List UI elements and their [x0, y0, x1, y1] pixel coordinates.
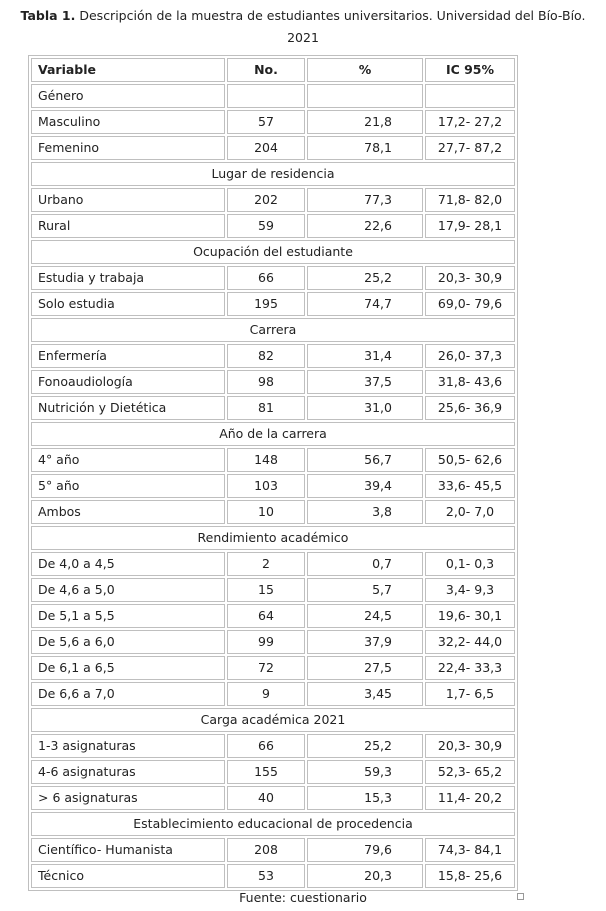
- table-row: [31, 370, 515, 394]
- cell-percent: 31,4: [307, 344, 423, 368]
- cell-variable: Femenino: [31, 136, 225, 160]
- cell-variable: 4-6 asignaturas: [31, 760, 225, 784]
- cell-count: 202: [227, 188, 305, 212]
- section-label: Establecimiento educacional de procedencia: [31, 812, 515, 836]
- cell-ci: 22,4- 33,3: [425, 656, 515, 680]
- cell-count: 81: [227, 396, 305, 420]
- section-row: [31, 708, 515, 732]
- cell-variable: Solo estudia: [31, 292, 225, 316]
- empty-cell: [227, 84, 305, 108]
- table-row: [31, 136, 515, 160]
- cell-percent: 77,3: [307, 188, 423, 212]
- cell-count: 40: [227, 786, 305, 810]
- cell-variable: Científico- Humanista: [31, 838, 225, 862]
- table-row: [31, 630, 515, 654]
- cell-percent: 59,3: [307, 760, 423, 784]
- section-row: [31, 162, 515, 186]
- table-row: [31, 734, 515, 758]
- cell-variable: De 5,6 a 6,0: [31, 630, 225, 654]
- section-label: Lugar de residencia: [31, 162, 515, 186]
- table-row: [31, 214, 515, 238]
- cell-variable: Estudia y trabaja: [31, 266, 225, 290]
- table-row: [31, 396, 515, 420]
- table-row: [31, 344, 515, 368]
- table-body: [31, 84, 515, 888]
- cell-percent: 0,7: [307, 552, 423, 576]
- table-source: Fuente: cuestionario: [239, 890, 367, 905]
- section-label: Ocupación del estudiante: [31, 240, 515, 264]
- caption-label: Tabla 1.: [20, 8, 76, 23]
- table-row: [31, 578, 515, 602]
- cell-percent: 25,2: [307, 734, 423, 758]
- cell-percent: 20,3: [307, 864, 423, 888]
- cell-percent: 27,5: [307, 656, 423, 680]
- resize-handle: [517, 893, 524, 900]
- sample-description-table: [28, 55, 518, 891]
- table-row: [31, 448, 515, 472]
- table-row: [31, 292, 515, 316]
- cell-variable: De 6,6 a 7,0: [31, 682, 225, 706]
- cell-ci: 27,7- 87,2: [425, 136, 515, 160]
- cell-count: 9: [227, 682, 305, 706]
- cell-variable: De 4,0 a 4,5: [31, 552, 225, 576]
- cell-ci: 74,3- 84,1: [425, 838, 515, 862]
- empty-cell: [425, 84, 515, 108]
- cell-variable: Urbano: [31, 188, 225, 212]
- cell-variable: > 6 asignaturas: [31, 786, 225, 810]
- cell-count: 15: [227, 578, 305, 602]
- cell-count: 64: [227, 604, 305, 628]
- cell-ci: 20,3- 30,9: [425, 734, 515, 758]
- table-caption: [0, 5, 606, 49]
- cell-count: 204: [227, 136, 305, 160]
- cell-count: 82: [227, 344, 305, 368]
- cell-ci: 26,0- 37,3: [425, 344, 515, 368]
- cell-ci: 52,3- 65,2: [425, 760, 515, 784]
- cell-variable: Nutrición y Dietética: [31, 396, 225, 420]
- table-row: [31, 266, 515, 290]
- cell-percent: 21,8: [307, 110, 423, 134]
- cell-ci: 33,6- 45,5: [425, 474, 515, 498]
- table-row: [31, 760, 515, 784]
- cell-count: 53: [227, 864, 305, 888]
- caption-year: 2021: [287, 30, 319, 45]
- empty-cell: [307, 84, 423, 108]
- cell-percent: 78,1: [307, 136, 423, 160]
- cell-variable: 5° año: [31, 474, 225, 498]
- cell-ci: 17,9- 28,1: [425, 214, 515, 238]
- cell-count: 72: [227, 656, 305, 680]
- section-row: [31, 240, 515, 264]
- cell-percent: 31,0: [307, 396, 423, 420]
- cell-ci: 32,2- 44,0: [425, 630, 515, 654]
- cell-count: 2: [227, 552, 305, 576]
- section-label: Género: [31, 84, 225, 108]
- cell-count: 66: [227, 734, 305, 758]
- cell-percent: 56,7: [307, 448, 423, 472]
- table-row: [31, 110, 515, 134]
- cell-percent: 25,2: [307, 266, 423, 290]
- cell-count: 195: [227, 292, 305, 316]
- cell-ci: 25,6- 36,9: [425, 396, 515, 420]
- cell-count: 98: [227, 370, 305, 394]
- table-row: [31, 552, 515, 576]
- cell-ci: 19,6- 30,1: [425, 604, 515, 628]
- cell-count: 66: [227, 266, 305, 290]
- cell-ci: 20,3- 30,9: [425, 266, 515, 290]
- header-row: [31, 58, 515, 82]
- cell-ci: 69,0- 79,6: [425, 292, 515, 316]
- table-row: [31, 474, 515, 498]
- cell-count: 103: [227, 474, 305, 498]
- cell-percent: 37,9: [307, 630, 423, 654]
- cell-variable: Enfermería: [31, 344, 225, 368]
- cell-count: 59: [227, 214, 305, 238]
- cell-percent: 39,4: [307, 474, 423, 498]
- table-row: [31, 188, 515, 212]
- section-label: Carrera: [31, 318, 515, 342]
- header-percent: %: [307, 58, 423, 82]
- cell-count: 57: [227, 110, 305, 134]
- cell-percent: 74,7: [307, 292, 423, 316]
- cell-variable: De 6,1 a 6,5: [31, 656, 225, 680]
- cell-percent: 37,5: [307, 370, 423, 394]
- cell-percent: 79,6: [307, 838, 423, 862]
- section-label: Año de la carrera: [31, 422, 515, 446]
- cell-count: 99: [227, 630, 305, 654]
- header-count: No.: [227, 58, 305, 82]
- section-row: [31, 812, 515, 836]
- cell-percent: 24,5: [307, 604, 423, 628]
- cell-variable: Rural: [31, 214, 225, 238]
- cell-ci: 11,4- 20,2: [425, 786, 515, 810]
- cell-variable: De 4,6 a 5,0: [31, 578, 225, 602]
- header-variable: Variable: [31, 58, 225, 82]
- cell-ci: 71,8- 82,0: [425, 188, 515, 212]
- cell-ci: 0,1- 0,3: [425, 552, 515, 576]
- section-row: [31, 318, 515, 342]
- section-row: [31, 84, 515, 108]
- cell-count: 155: [227, 760, 305, 784]
- cell-percent: 22,6: [307, 214, 423, 238]
- cell-ci: 17,2- 27,2: [425, 110, 515, 134]
- table-row: [31, 682, 515, 706]
- cell-ci: 1,7- 6,5: [425, 682, 515, 706]
- section-row: [31, 526, 515, 550]
- cell-ci: 2,0- 7,0: [425, 500, 515, 524]
- table-row: [31, 604, 515, 628]
- cell-variable: 4° año: [31, 448, 225, 472]
- cell-ci: 31,8- 43,6: [425, 370, 515, 394]
- cell-variable: Masculino: [31, 110, 225, 134]
- cell-percent: 3,8: [307, 500, 423, 524]
- cell-ci: 15,8- 25,6: [425, 864, 515, 888]
- cell-variable: Fonoaudiología: [31, 370, 225, 394]
- table-row: [31, 838, 515, 862]
- table-row: [31, 864, 515, 888]
- table-row: [31, 786, 515, 810]
- cell-ci: 50,5- 62,6: [425, 448, 515, 472]
- cell-percent: 5,7: [307, 578, 423, 602]
- table-row: [31, 656, 515, 680]
- cell-count: 208: [227, 838, 305, 862]
- section-row: [31, 422, 515, 446]
- cell-ci: 3,4- 9,3: [425, 578, 515, 602]
- cell-count: 148: [227, 448, 305, 472]
- caption-title: Descripción de la muestra de estudiantes universitarios. Universidad del Bío-Bío.: [79, 8, 586, 23]
- cell-percent: 15,3: [307, 786, 423, 810]
- cell-variable: De 5,1 a 5,5: [31, 604, 225, 628]
- header-ci: IC 95%: [425, 58, 515, 82]
- table-row: [31, 500, 515, 524]
- section-label: Rendimiento académico: [31, 526, 515, 550]
- section-label: Carga académica 2021: [31, 708, 515, 732]
- cell-variable: 1-3 asignaturas: [31, 734, 225, 758]
- cell-variable: Ambos: [31, 500, 225, 524]
- cell-count: 10: [227, 500, 305, 524]
- cell-percent: 3,45: [307, 682, 423, 706]
- cell-variable: Técnico: [31, 864, 225, 888]
